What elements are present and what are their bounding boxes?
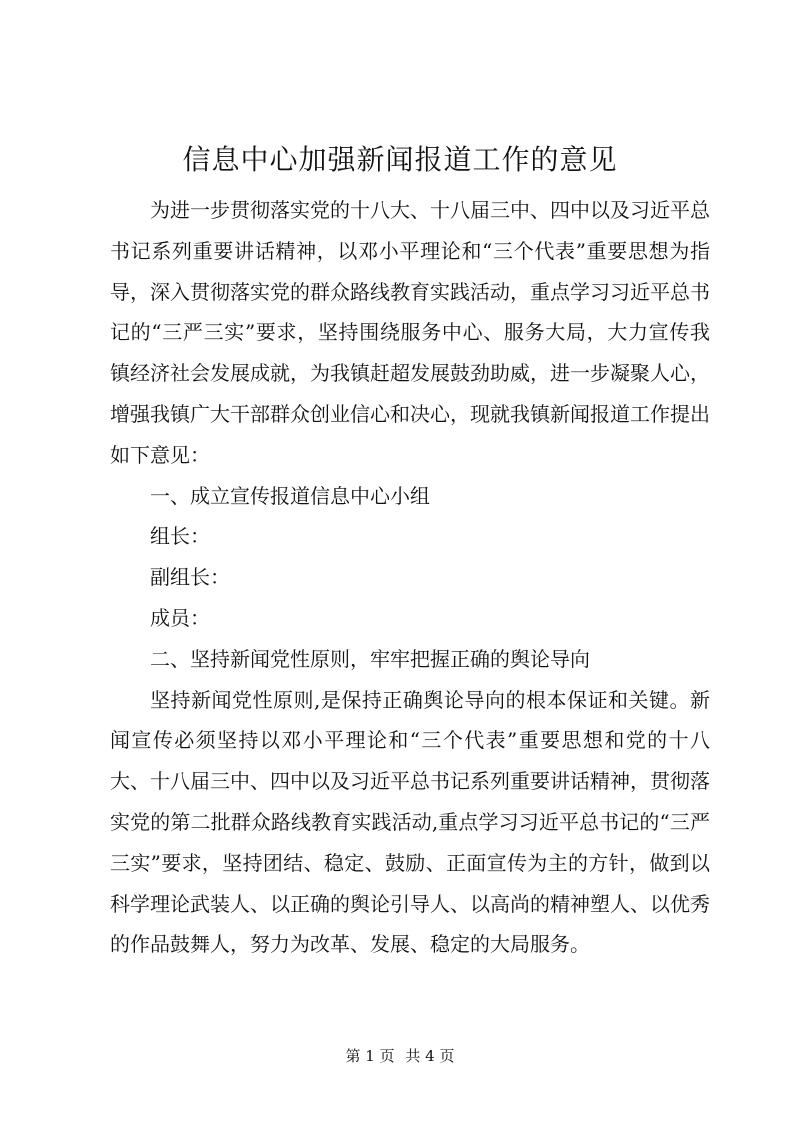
members-line: 成员： [150,605,210,630]
page-total: 共 4 页 [405,1047,455,1065]
document-body [110,190,710,965]
deputy-leader-line: 副组长： [150,565,230,590]
section-2-paragraph: 坚持新闻党性原则,是保持正确舆论导向的根本保证和关键。新闻宣传必须坚持以邓小平理论和“三个代表”重要思想和党的十八大、十八届三中、四中以及习近平总书记系列重要讲话精神，贯彻落实党的第二批群众路线教育实践活动,重点学习习近平总书记的“三严三实”要求，坚持团结、稳定、鼓励、正面宣传为主的方针，做到以科学理论武装人、以正确的舆论引导人、以高尚的精神塑人、以优秀的作品鼓舞人，努力为改革、发展、稳定的大局服务。 [110,687,710,957]
page-number: 第 1 页 [345,1047,395,1065]
leader-line: 组长： [150,524,210,549]
section-1-heading: 一、成立宣传报道信息中心小组 [150,483,430,508]
document-title: 信息中心加强新闻报道工作的意见 [182,143,618,176]
page-footer [0,1046,800,1066]
intro-paragraph: 为进一步贯彻落实党的十八大、十八届三中、四中以及习近平总书记系列重要讲话精神，以邓小平理论和“三个代表”重要思想为指导，深入贯彻落实党的群众路线教育实践活动，重点学习习近平总书记的“三严三实”要求，坚持围绕服务中心、服务大局，大力宣传我镇经济社会发展成就，为我镇赶超发展鼓劲助威，进一步凝聚人心，增强我镇广大干部群众创业信心和决心，现就我镇新闻报道工作提出如下意见： [110,198,710,467]
section-2-heading: 二、坚持新闻党性原则，牢牢把握正确的舆论导向 [150,646,590,671]
